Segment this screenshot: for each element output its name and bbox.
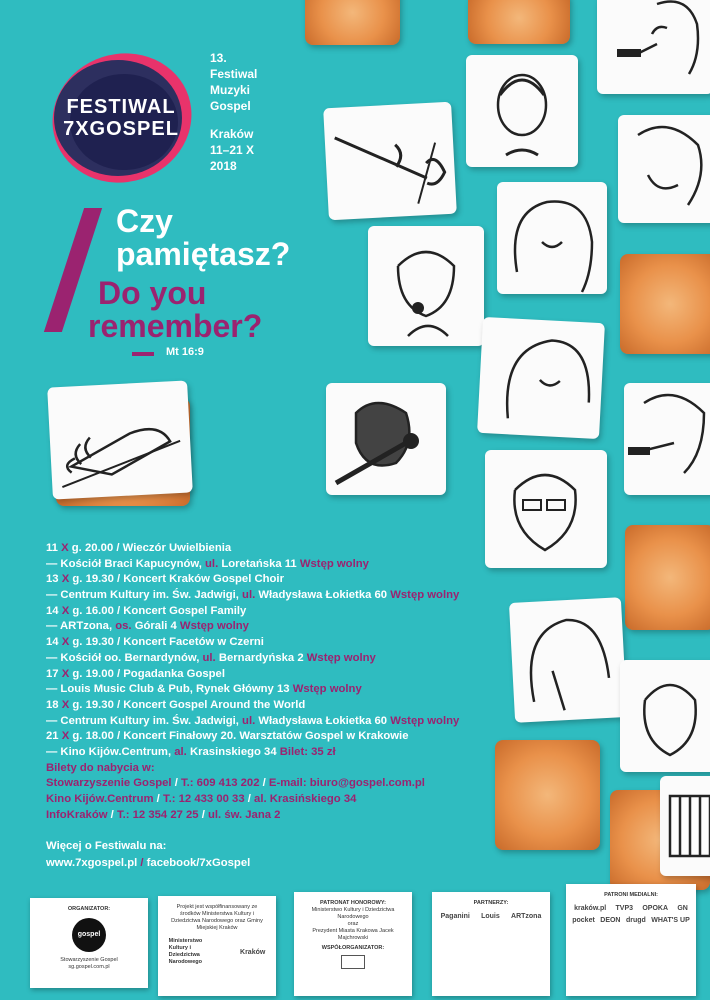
- headline-do-you: Do you: [98, 275, 207, 311]
- program-text: /: [244, 793, 255, 805]
- logo-line-1: FESTIWAL: [66, 96, 176, 118]
- program-text: 17: [46, 667, 62, 680]
- program-text: g. 20.00 / Wieczór Uwielbienia: [68, 542, 232, 554]
- program-highlight: X: [61, 667, 70, 680]
- portrait-tile-singer: [597, 0, 710, 94]
- program-highlight: T.: 12 433 00 33: [162, 793, 245, 805]
- program-text: — Kościół oo. Bernardynów,: [46, 651, 203, 664]
- program-highlight: Kino Kijów.Centrum: [46, 793, 154, 805]
- program-text: /: [198, 808, 209, 821]
- festival-info-line: 11–21 X: [210, 143, 255, 157]
- program-highlight: T.: 12 354 27 25: [116, 808, 199, 821]
- program-highlight: Wstęp wolny: [179, 620, 249, 633]
- funding-logos: [158, 938, 276, 966]
- toast-tile: [495, 740, 600, 850]
- link-separator: /: [137, 857, 147, 869]
- program-highlight: X: [61, 698, 70, 711]
- organizer-url: sg.gospel.com.pl: [68, 964, 110, 970]
- program-text: 13: [46, 573, 62, 586]
- toast-tile: [305, 0, 400, 45]
- patronage-text-2: Prezydent Miasta Krakowa Jacek Majchrowski: [312, 928, 394, 941]
- website-link[interactable]: www.7xgospel.pl: [46, 857, 138, 869]
- portrait-tile-man-mic: [368, 226, 484, 346]
- program-highlight: T.: 609 413 202: [180, 777, 260, 790]
- toast-tile: [620, 254, 710, 354]
- festival-info-line: Muzyki: [210, 83, 251, 97]
- patronage-card: [294, 892, 412, 996]
- portrait-tile-woman-mic: [326, 383, 446, 495]
- program-text: 14: [46, 636, 62, 649]
- program-text: — Centrum Kultury im. Św. Jadwigi,: [46, 714, 243, 727]
- program-highlight: al. Krasińskiego 34: [254, 793, 357, 805]
- partners-title: PARTNERZY:: [473, 900, 509, 906]
- program-highlight: Stowarzyszenie Gospel: [46, 777, 172, 790]
- program-text: Władysława Łokietka 60: [255, 589, 391, 602]
- program-text: 14: [46, 604, 62, 617]
- program-row: [46, 761, 459, 777]
- program-row: [46, 776, 459, 792]
- program-row: [46, 635, 459, 651]
- partner-logo-louis: Louis: [481, 913, 500, 920]
- program-highlight: ul.: [202, 651, 216, 664]
- headline-czy: Czy: [116, 203, 173, 239]
- program-highlight: InfoKraków: [46, 808, 108, 821]
- headline-remember: remember?: [88, 308, 263, 344]
- verse-line: [132, 352, 154, 356]
- facebook-link[interactable]: facebook/7xGospel: [146, 857, 251, 869]
- program-row: [46, 792, 459, 808]
- program-row: [46, 557, 459, 573]
- event-program: [46, 541, 459, 823]
- program-highlight: ul.: [242, 714, 256, 727]
- verse-reference: Mt 16:9: [166, 346, 204, 358]
- program-highlight: ul. św. Jana 2: [208, 808, 281, 821]
- festival-info: [210, 50, 257, 174]
- program-text: — ARTzona,: [46, 620, 116, 633]
- media-logo-opoka: OPOKA: [642, 905, 668, 912]
- program-highlight: Wstęp wolny: [306, 651, 376, 664]
- program-highlight: al.: [174, 745, 187, 758]
- media-card: [566, 884, 696, 996]
- festival-info-line: Kraków: [210, 127, 254, 141]
- partners-card: [432, 892, 550, 996]
- organizer-name: Stowarzyszenie Gospel: [60, 957, 118, 963]
- program-highlight: X: [61, 573, 70, 586]
- program-highlight: ul.: [205, 557, 219, 570]
- gospel-logo: gospel: [72, 918, 106, 952]
- media-logo-deon: DEON: [600, 917, 621, 924]
- program-text: /: [107, 808, 117, 821]
- program-row: [46, 588, 459, 604]
- festival-info-spacer: [210, 114, 257, 126]
- program-row: [46, 745, 459, 761]
- portrait-tile-man-2: [618, 115, 710, 223]
- program-text: Górali 4: [131, 620, 180, 633]
- program-text: /: [153, 793, 163, 805]
- patronage-and: oraz: [347, 921, 359, 927]
- program-row: [46, 604, 459, 620]
- program-highlight: E-mail: biuro@gospel.com.pl: [268, 777, 425, 790]
- program-highlight: Bilet: 35 zł: [279, 745, 336, 758]
- program-row: [46, 572, 459, 588]
- program-row: [46, 667, 459, 683]
- program-highlight: Wstęp wolny: [390, 714, 460, 727]
- program-text: Loretańska 11: [218, 557, 300, 570]
- program-row: [46, 808, 459, 824]
- program-highlight: Wstęp wolny: [292, 683, 362, 696]
- media-title: PATRONI MEDIALNI:: [604, 892, 658, 898]
- program-row: [46, 651, 459, 667]
- headline-pamietasz: pamiętasz?: [116, 236, 291, 272]
- krakow-logo: Kraków: [240, 948, 266, 956]
- toast-tile: [468, 0, 570, 44]
- portrait-tile-woman-4: [509, 597, 627, 723]
- program-highlight: ul.: [242, 589, 256, 602]
- more-info-label: Więcej o Festiwalu na:: [46, 840, 167, 852]
- more-info-links: [46, 855, 250, 872]
- program-text: g. 19.30 / Koncert Facetów w Czerni: [69, 636, 264, 649]
- portrait-tile-man-glasses: [485, 450, 607, 568]
- media-logo-tvp3: TVP3: [615, 905, 634, 912]
- media-logo-pocket: pocket: [572, 917, 595, 924]
- program-text: — Louis Music Club & Pub, Rynek Główny 13: [46, 683, 293, 696]
- piano-tile: [660, 776, 710, 876]
- program-highlight: X: [61, 730, 70, 743]
- program-highlight: X: [61, 604, 70, 617]
- portrait-tile-woman-3: [624, 383, 710, 495]
- media-logos: [566, 899, 696, 930]
- program-highlight: X: [61, 636, 70, 649]
- festival-logo: [46, 48, 196, 186]
- patronage-text-1: Ministerstwo Kultury i Dziedzictwa Narodowego: [311, 907, 395, 920]
- more-info: [46, 838, 250, 872]
- program-text: g. 18.00 / Koncert Finałowy 20. Warsztatów Gospel w Krakowie: [69, 730, 409, 743]
- organizer-card: [30, 898, 148, 988]
- festival-info-line: Gospel: [210, 99, 251, 113]
- festival-info-line: 2018: [210, 159, 237, 173]
- partner-logo-artzona: ARTzona: [511, 913, 542, 920]
- program-highlight: Wstęp wolny: [299, 557, 369, 570]
- media-logo-gn: GN: [677, 905, 688, 912]
- program-text: /: [259, 777, 269, 790]
- program-text: g. 19.00 / Pogadanka Gospel: [69, 667, 225, 680]
- bread-tile: [47, 380, 193, 499]
- toast-tile: [625, 525, 710, 630]
- program-text: Władysława Łokietka 60: [255, 714, 391, 727]
- media-logo-whatsup: WHAT'S UP: [651, 917, 690, 924]
- program-text: — Kościół Braci Kapucynów,: [46, 557, 206, 570]
- coorganizer-title: WSPÓŁORGANIZATOR:: [321, 945, 385, 951]
- program-text: 21: [46, 730, 62, 743]
- program-row: [46, 698, 459, 714]
- program-text: g. 16.00 / Koncert Gospel Family: [69, 604, 247, 617]
- program-highlight: Wstęp wolny: [390, 589, 460, 602]
- coorganizer-logo: [341, 955, 365, 969]
- program-text: — Kino Kijów.Centrum,: [46, 745, 175, 758]
- program-row: [46, 541, 459, 557]
- ministry-logo: Ministerstwo Kultury i Dziedzictwa Narodowego: [168, 938, 203, 965]
- program-text: /: [171, 777, 181, 790]
- program-row: [46, 619, 459, 635]
- patronage-title: PATRONAT HONOROWY:: [320, 900, 386, 906]
- organizer-title: ORGANIZATOR:: [67, 906, 111, 912]
- program-text: Bernardyńska 2: [215, 651, 307, 664]
- program-row: [46, 729, 459, 745]
- program-row: [46, 682, 459, 698]
- festival-info-line: Festiwal: [210, 67, 258, 81]
- portrait-tile-woman-1: [497, 182, 607, 294]
- program-text: — Centrum Kultury im. Św. Jadwigi,: [46, 589, 243, 602]
- program-highlight: X: [61, 542, 69, 554]
- partner-logo-paganini: Paganini: [440, 913, 470, 920]
- portrait-tile-man-3: [620, 660, 710, 772]
- program-text: g. 19.30 / Koncert Kraków Gospel Choir: [69, 573, 284, 586]
- funding-text: Projekt jest współfinansowany ze środków Ministerstwa Kultury i Dziedzictwa Narodowego oraz Gminy Miejskiej Kraków: [171, 904, 263, 931]
- festival-info-line: 13.: [210, 51, 227, 65]
- portrait-tile-woman-2: [477, 317, 605, 439]
- media-logo-drugd: drugd: [625, 917, 646, 924]
- program-text: Krasinskiego 34: [186, 745, 280, 758]
- media-logo-krakow: kraków.pl: [574, 905, 607, 912]
- program-text: g. 19.30 / Koncert Gospel Around the World: [69, 698, 306, 711]
- program-highlight: Bilety do nabycia w:: [46, 761, 155, 774]
- logo-line-2: 7XGOSPEL: [63, 118, 179, 140]
- program-text: 18: [46, 698, 62, 711]
- trumpet-tile: [323, 102, 457, 221]
- partner-logos: [432, 907, 550, 926]
- program-text: 11: [46, 542, 62, 554]
- portrait-tile-man-1: [466, 55, 578, 167]
- program-row: [46, 714, 459, 730]
- funding-card: [158, 896, 276, 996]
- program-highlight: os.: [115, 620, 132, 633]
